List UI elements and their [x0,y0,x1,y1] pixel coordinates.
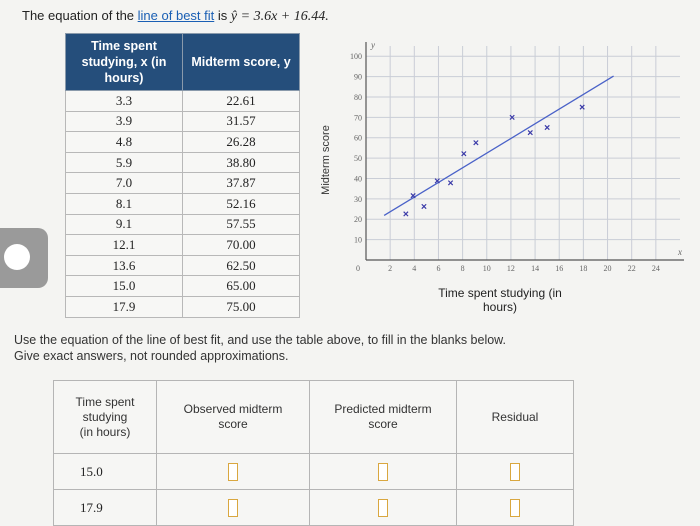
data-point-marker [545,125,549,129]
answer-header-observed-line: Observed midterm [183,402,283,416]
answer-header-predicted-line: Predicted midterm [334,402,432,416]
blank-input-box[interactable] [378,499,388,517]
y-tick-label: 90 [354,72,362,82]
handle-dot-icon [4,244,30,270]
y-tick-label: 70 [354,113,362,123]
x-tick-label: 2 [388,264,393,273]
blank-input-box[interactable] [510,499,520,517]
score-cell: 65.00 [183,276,300,297]
observed-score-input[interactable] [157,490,310,526]
score-cell: 37.87 [183,173,300,194]
residual-input[interactable] [457,454,574,490]
answer-header-observed-line: score [218,417,248,431]
data-point-marker [474,141,478,145]
table-row [66,193,300,214]
time-cell: 9.1 [66,214,183,235]
x-axis-letter: x [678,247,682,257]
y-tick-label: 40 [354,174,362,184]
x-tick-label: 6 [436,264,441,273]
instructions [14,332,506,364]
time-cell: 13.6 [66,255,183,276]
table-row [66,173,300,194]
time-cell: 17.9 [66,296,183,317]
score-cell: 75.00 [183,296,300,317]
table-row [66,276,300,297]
table-row [66,214,300,235]
table-row [66,152,300,173]
x-axis-title: Time spent studying (in hours) [438,286,562,314]
x-tick-label: 22 [627,264,636,273]
x-tick-label: 10 [482,264,491,273]
answer-header-residual [457,381,574,454]
answer-header-time-line: (in hours) [79,424,131,439]
y-axis-letter: y [371,40,375,50]
answer-header-observed [157,381,310,454]
line-of-best-fit-link[interactable]: line of best fit [137,8,215,23]
observed-score-input[interactable] [157,454,310,490]
origin-label: 0 [356,264,360,273]
header-time-spent: Time spent studying, x (in hours) [66,34,183,91]
answer-table [53,380,574,526]
answer-header-time-line: Time spent [75,394,135,409]
time-cell: 7.0 [66,173,183,194]
time-cell: 4.8 [66,132,183,153]
time-cell: 15.0 [66,276,183,297]
data-point-marker [422,204,426,208]
answer-row [54,454,574,490]
y-tick-label: 50 [354,154,362,164]
table-row [66,296,300,317]
score-cell: 52.16 [183,193,300,214]
x-tick-label: 8 [460,264,465,273]
y-tick-label: 100 [350,52,362,62]
x-tick-label: 18 [579,264,588,273]
answer-header-predicted [310,381,457,454]
table-row [66,111,300,132]
score-cell: 38.80 [183,152,300,173]
y-tick-label: 30 [354,194,362,204]
score-cell: 57.55 [183,214,300,235]
blank-input-box[interactable] [228,463,238,481]
answer-time-value: 17.9 [54,490,157,526]
predicted-score-input[interactable] [310,454,457,490]
x-tick-label: 24 [651,264,660,273]
answer-header-predicted-line: score [368,417,398,431]
problem-statement [22,8,329,25]
x-tick-label: 4 [412,264,417,273]
scatter-plot [318,38,690,274]
y-tick-label: 20 [354,215,362,225]
answer-row [54,490,574,526]
time-cell: 5.9 [66,152,183,173]
header-midterm-score: Midterm score, y [183,34,300,91]
data-point-marker [404,212,408,216]
score-cell: 22.61 [183,91,300,112]
answer-time-value: 15.0 [54,454,157,490]
time-cell: 3.3 [66,91,183,112]
residual-input[interactable] [457,490,574,526]
score-cell: 62.50 [183,255,300,276]
problem-prefix: The equation of the [22,8,135,23]
data-table [65,33,300,318]
table-row [66,235,300,256]
x-tick-label: 12 [506,264,515,273]
y-tick-label: 60 [354,133,362,143]
time-cell: 3.9 [66,111,183,132]
data-point-marker [448,181,452,185]
best-fit-equation: ŷ = 3.6x + 16.44. [230,9,329,24]
x-tick-label: 16 [555,264,564,273]
y-tick-label: 10 [354,235,362,245]
predicted-score-input[interactable] [310,490,457,526]
y-axis-title-text: Midterm score [320,125,332,195]
score-cell: 26.28 [183,132,300,153]
table-row [66,91,300,112]
score-cell: 70.00 [183,235,300,256]
answer-header-time-line: studying [82,409,128,424]
y-tick-label: 80 [354,92,362,102]
time-cell: 8.1 [66,193,183,214]
blank-input-box[interactable] [510,463,520,481]
x-tick-label: 14 [531,264,540,273]
answer-header-time [54,381,157,454]
blank-input-box[interactable] [378,463,388,481]
problem-middle: is [217,8,228,23]
time-cell: 12.1 [66,235,183,256]
x-tick-label: 20 [603,264,612,273]
table-row [66,255,300,276]
data-point-marker [528,130,532,134]
answer-header-residual-line: Residual [491,409,539,424]
table-row [66,132,300,153]
score-cell: 31.57 [183,111,300,132]
side-drag-handle[interactable] [0,228,48,288]
blank-input-box[interactable] [228,499,238,517]
instructions-line-2: Give exact answers, not rounded approximations. [14,349,289,363]
instructions-line-1: Use the equation of the line of best fit, and use the table above, to fill in the blanks below. [14,333,506,347]
